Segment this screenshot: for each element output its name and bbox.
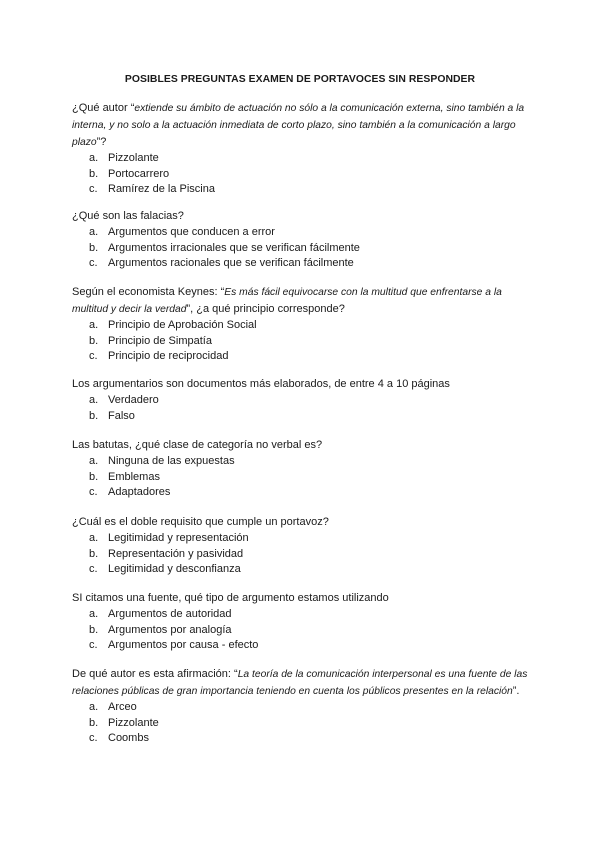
question-text-lead: ¿Qué son las falacias? [72,210,184,222]
question-text [72,666,532,700]
option-text: Principio de Simpatía [108,334,212,347]
option-b [72,409,532,425]
option-a [72,225,532,241]
option-text: Arceo [108,701,137,713]
option-c [72,182,532,198]
option-letter: a. [89,608,99,620]
option-letter: a. [89,226,99,238]
question-text-tail: ”, ¿a qué principio corresponde? [186,303,345,315]
question-text-lead: Según el economista Keynes: “ [72,286,225,298]
option-letter: c. [89,183,98,195]
option-letter: b. [89,167,99,180]
answer-options [72,225,532,272]
option-letter: b. [89,547,99,560]
option-letter: a. [89,701,99,713]
option-text: Ramírez de la Piscina [108,183,215,195]
option-a [72,454,532,470]
option-text: Adaptadores [108,486,171,498]
option-text: Argumentos que conducen a error [108,226,275,238]
question-8 [72,666,532,747]
option-letter: a. [89,455,99,467]
option-letter: b. [89,716,99,729]
option-b [72,716,532,732]
option-c [72,485,532,501]
option-text: Argumentos irracionales que se verifican fácilmente [108,241,360,254]
option-letter: b. [89,409,99,422]
question-text-tail: ”. [512,685,520,697]
option-text: Argumentos por analogía [108,623,232,636]
option-letter: a. [89,394,99,406]
option-c [72,562,532,578]
option-text: Pizzolante [108,716,159,729]
answer-options [72,700,532,747]
option-letter: c. [89,350,98,362]
option-c [72,349,532,365]
option-a [72,393,532,409]
option-text: Pizzolante [108,152,159,164]
option-letter: a. [89,319,99,331]
question-text [72,376,532,393]
option-text: Portocarrero [108,167,170,180]
option-text: Representación y pasividad [108,547,244,560]
option-b [72,241,532,257]
option-letter: b. [89,334,99,347]
option-text: Argumentos por causa - efecto [108,639,259,651]
option-a [72,318,532,334]
question-text-tail: ”? [96,136,107,148]
option-text: Legitimidad y representación [108,532,249,544]
option-text: Principio de reciprocidad [108,350,229,362]
answer-options [72,151,532,198]
option-b [72,623,532,639]
option-letter: c. [89,257,98,269]
question-quote: La teoría de la comunicación interpersonal es una fuente de las relaciones públicas de gran importancia teniendo en cuenta los públicos presentes en la relación [72,669,528,697]
question-text [72,208,532,225]
document-title: POSIBLES PREGUNTAS EXAMEN DE PORTAVOCES SIN RESPONDER [124,74,476,85]
question-text-lead: ¿Cuál es el doble requisito que cumple un portavoz? [72,516,329,528]
question-text-lead: SI citamos una fuente, qué tipo de argumento estamos utilizando [72,592,389,604]
option-a [72,151,532,167]
question-text-lead: De qué autor es esta afirmación: “ [72,668,238,680]
option-letter: b. [89,470,99,483]
question-quote: extiende su ámbito de actuación no sólo a la comunicación externa, sino también a la interna, y no solo a la actuación inmediata de corto plazo, sino también a la comunicación a largo plazo [72,103,525,148]
option-letter: c. [89,563,98,575]
question-2 [72,208,532,272]
question-text [72,437,532,454]
answer-options [72,454,532,501]
option-c [72,638,532,654]
question-6 [72,514,532,578]
option-letter: b. [89,623,99,636]
question-text [72,514,532,531]
option-c [72,256,532,272]
option-b [72,167,532,183]
answer-options [72,318,532,365]
question-5 [72,437,532,501]
option-letter: a. [89,152,99,164]
option-a [72,607,532,623]
option-text: Ninguna de las expuestas [108,455,235,467]
answer-options [72,531,532,578]
option-a [72,700,532,716]
answer-options [72,607,532,654]
option-letter: a. [89,532,99,544]
question-quote: Es más fácil equivocarse con la multitud que enfrentarse a la multitud y decir la verdad [72,287,502,315]
option-letter: b. [89,241,99,254]
question-4 [72,376,532,424]
option-text: Argumentos de autoridad [108,608,232,620]
question-7 [72,590,532,654]
option-text: Coombs [108,732,149,744]
option-a [72,531,532,547]
option-letter: c. [89,732,98,744]
question-text [72,100,532,151]
option-letter: c. [89,486,98,498]
option-b [72,470,532,486]
option-c [72,731,532,747]
option-b [72,547,532,563]
question-text [72,590,532,607]
option-text: Principio de Aprobación Social [108,319,257,331]
question-3 [72,284,532,365]
question-text-lead: Las batutas, ¿qué clase de categoría no verbal es? [72,439,323,451]
option-text: Argumentos racionales que se verifican fácilmente [108,257,354,269]
option-text: Legitimidad y desconfianza [108,563,241,575]
answer-options [72,393,532,424]
question-1 [72,100,532,198]
question-text-lead: Los argumentarios son documentos más elaborados, de entre 4 a 10 páginas [72,378,450,390]
option-text: Falso [108,409,135,422]
option-text: Verdadero [108,394,159,406]
option-letter: c. [89,639,98,651]
question-text-lead: ¿Qué autor “ [72,102,135,114]
option-text: Emblemas [108,470,160,483]
option-b [72,334,532,350]
question-text [72,284,532,318]
